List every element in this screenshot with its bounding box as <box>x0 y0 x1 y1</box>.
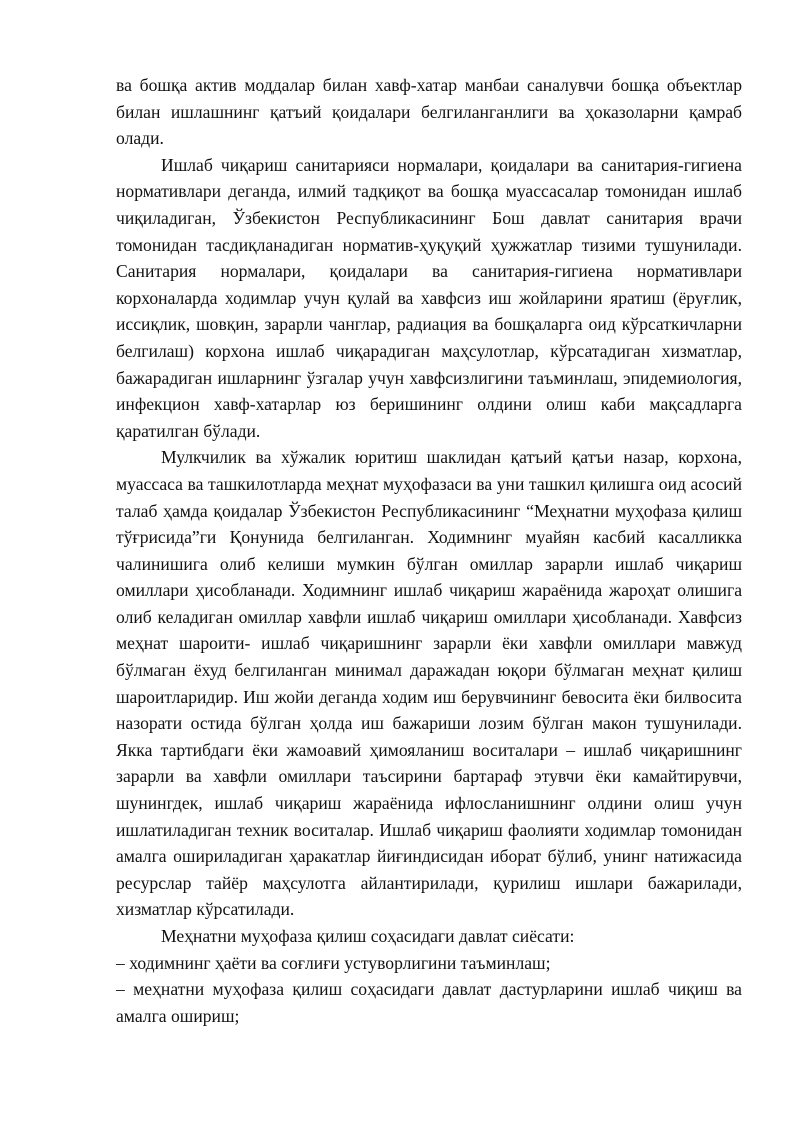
list-item-state-programs: – меҳнатни муҳофаза қилиш соҳасидаги давлат дастурларини ишлаб чиқиш ва амалга ошириш; <box>116 979 742 1026</box>
paragraph-continuation: ва бошқа актив моддалар билан хавф-хатар манбаи саналувчи бошқа объектлар билан ишлашнинг қатъий қоидалари белгиланганлиги ва ҳоказоларни қамраб олади. <box>116 75 742 149</box>
paragraph-sanitary-norms: Ишлаб чиқариш санитарияси нормалари, қоидалари ва санитария-гигиена нормативлари деганда, илмий тадқиқот ва бошқа муассасалар томонидан ишлаб чиқиладиган, Ўзбекистон Республикасининг Бош давлат санитария врачи томонидан тасдиқланадиган норматив-ҳуқуқий ҳужжатлар тизими тушунилади. Санитария нормалари, қоидалари ва санитария-гигиена нормативлари корхоналарда ходимлар учун қулай ва хавфсиз иш жойларини яратиш (ёруғлик, иссиқлик, шовқин, зарарли чанглар, радиация ва бошқаларга оид кўрсаткичларни белгилаш) корхона ишлаб чиқарадиган маҳсулотлар, кўрсатадиган хизматлар, бажарадиган ишларнинг ўзгалар учун хавфсизлигини таъминлаш, эпидемиология, инфекцион хавф-хатарлар юз беришининг олдини олиш каби мақсадларга қаратилган бўлади. <box>116 154 742 441</box>
paragraph-labor-protection-law: Мулкчилик ва хўжалик юритиш шаклидан қатъий қатъи назар, корхона, муассаса ва ташкилотларда меҳнат муҳофазаси ва уни ташкил қилишга оид асосий талаб ҳамда қоидалар Ўзбекистон Республикасининг “Меҳнатни муҳофаза қилиш тўғрисида”ги Қонунида белгиланган. Ходимнинг муайян касбий касалликка чалинишига олиб келиши мумкин бўлган омиллар зарарли ишлаб чиқариш омиллари ҳисобланади. Ходимнинг ишлаб чиқариш жараёнида жароҳат олишига олиб келадиган омиллар хавфли ишлаб чиқариш омиллари ҳисобланади. Хавфсиз меҳнат шароити- ишлаб чиқаришнинг зарарли ёки хавфли омиллари мавжуд бўлмаган ёхуд белгиланган минимал даражадан юқори бўлмаган меҳнат қилиш шароитларидир. Иш жойи деганда ходим иш берувчининг бевосита ёки билвосита назорати остида бўлган ҳолда иш бажариши лозим бўлган макон тушунилади. Якка тартибдаги ёки жамоавий ҳимояланиш воситалари – ишлаб чиқаришнинг зарарли ва хавфли омиллари таъсирини бартараф этувчи ёки камайтирувчи, шунингдек, ишлаб чиқариш жараёнида ифлосланишнинг олдини олиш учун ишлатиладиган техник воситалар. Ишлаб чиқариш фаолияти ходимлар томонидан амалга ошириладиган ҳаракатлар йиғиндисидан иборат бўлиб, унинг натижасида ресурслар тайёр маҳсулотга айлантирилади, қурилиш ишлари бажарилади, хизматлар кўрсатилади. <box>116 447 742 920</box>
list-item-worker-health: – ходимнинг ҳаёти ва соғлиғи устуворлигини таъминлаш; <box>116 952 551 973</box>
paragraph-state-policy-heading: Меҳнатни муҳофаза қилиш соҳасидаги давлат сиёсати: <box>161 926 575 946</box>
document-body <box>116 72 742 1029</box>
